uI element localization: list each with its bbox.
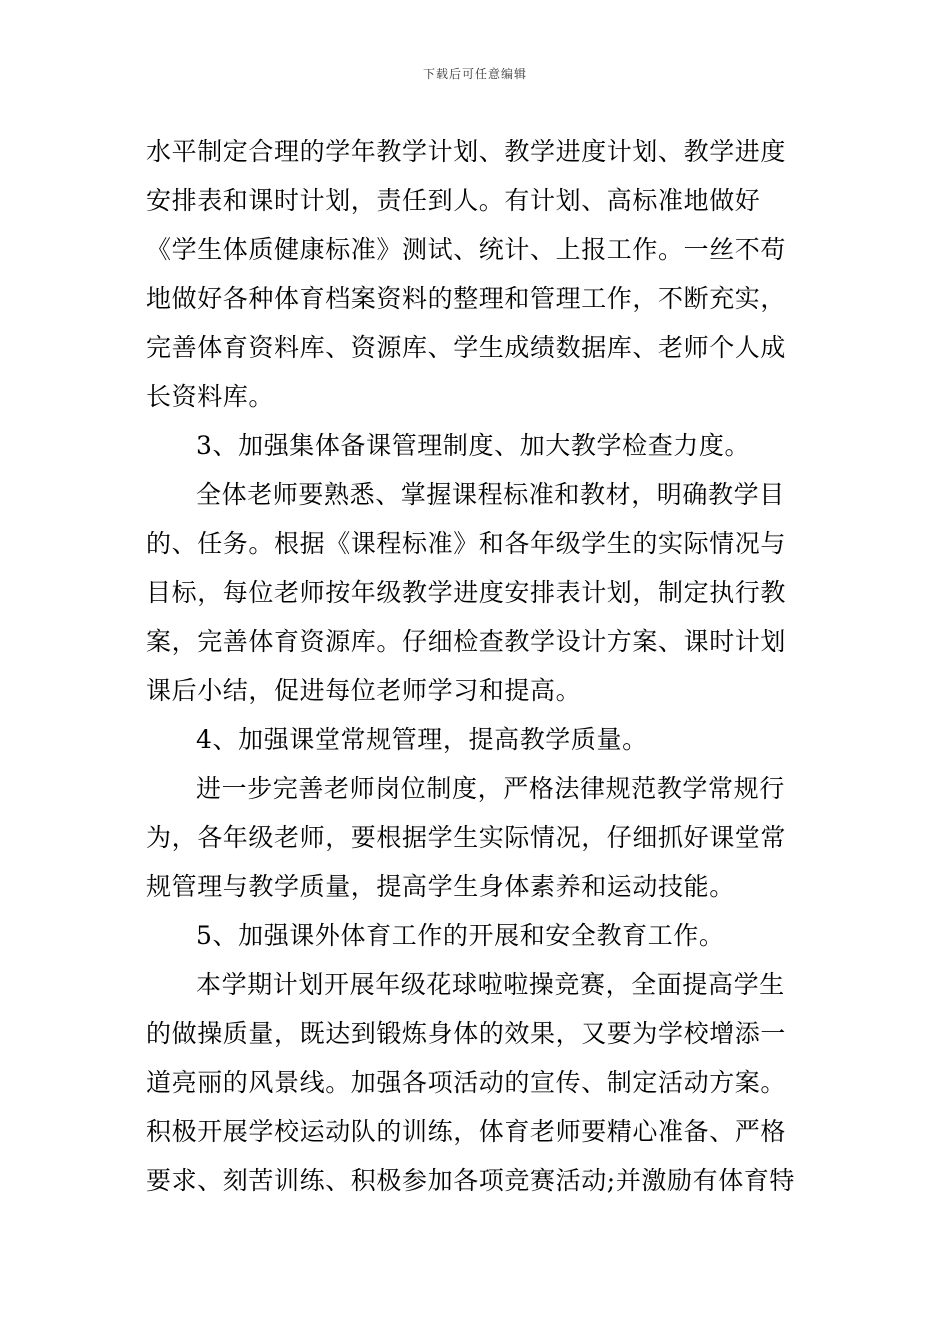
- text-line: 案，完善体育资源库。仔细检查教学设计方案、课时计划: [146, 627, 787, 656]
- text-line: 的、任务。根据《课程标准》和各年级学生的实际情况与: [146, 529, 787, 558]
- document-body: [146, 127, 806, 1205]
- text-line: 地做好各种体育档案资料的整理和管理工作，不断充实，: [146, 284, 787, 313]
- text-line: 为，各年级老师，要根据学生实际情况，仔细抓好课堂常: [146, 823, 787, 852]
- text-line: 水平制定合理的学年教学计划、教学进度计划、教学进度: [146, 137, 787, 166]
- text-line: 规管理与教学质量，提高学生身体素养和运动技能。: [146, 872, 735, 901]
- text-line: 目标，每位老师按年级教学进度安排表计划，制定执行教: [146, 578, 787, 607]
- text-line: 课后小结，促进每位老师学习和提高。: [146, 676, 582, 705]
- text-line: 道亮丽的风景线。加强各项活动的宣传、制定活动方案。: [146, 1068, 787, 1097]
- text-line: 的做操质量，既达到锻炼身体的效果，又要为学校增添一: [146, 1019, 787, 1048]
- text-line: 安排表和课时计划，责任到人。有计划、高标准地做好: [146, 186, 761, 215]
- text-line: 进一步完善老师岗位制度，严格法律规范教学常规行: [196, 774, 785, 803]
- text-line: 积极开展学校运动队的训练，体育老师要精心准备、严格: [146, 1117, 787, 1146]
- text-line: 《学生体质健康标准》测试、统计、上报工作。一丝不苟: [146, 235, 787, 264]
- page-header: 下载后可任意编辑: [422, 67, 527, 81]
- section-heading: 3、加强集体备课管理制度、加大教学检查力度。: [196, 431, 751, 460]
- text-line: 全体老师要熟悉、掌握课程标准和教材，明确教学目: [196, 480, 785, 509]
- text-line: 完善体育资料库、资源库、学生成绩数据库、老师个人成: [146, 333, 787, 362]
- text-line: 长资料库。: [146, 382, 275, 411]
- text-line: 要求、刻苦训练、积极参加各项竞赛活动;并激励有体育特: [146, 1166, 796, 1195]
- section-heading: 4、加强课堂常规管理，提高教学质量。: [196, 725, 648, 754]
- section-heading: 5、加强课外体育工作的开展和安全教育工作。: [196, 921, 725, 950]
- text-line: 本学期计划开展年级花球啦啦操竞赛，全面提高学生: [196, 970, 785, 999]
